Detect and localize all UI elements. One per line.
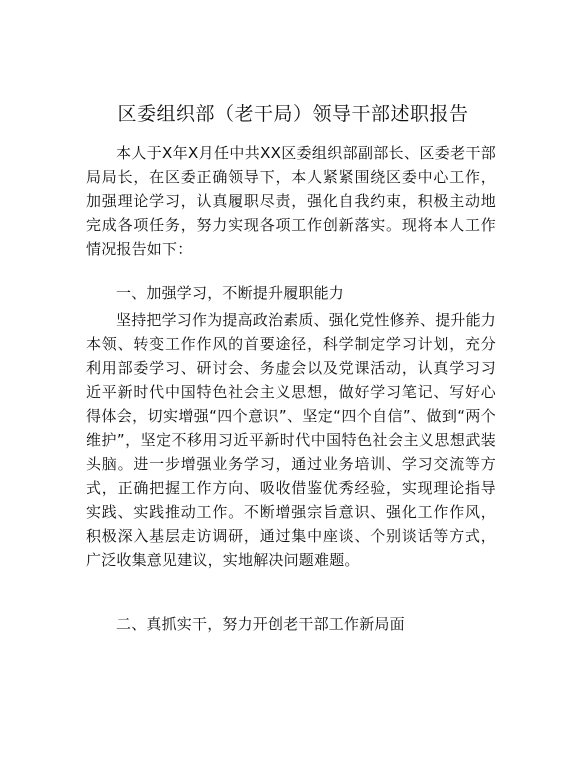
intro-paragraph: 本人于X年X月任中共XX区委组织部副部长、区委老干部局局长，在区委正确领导下，本人紧紧围绕区委中心工作，加强理论学习，认真履职尽责，强化自我约束，积极主动地完成各项任务，努力实现各项工作创新落实。现将本人工作情况报告如下： xyxy=(86,144,496,258)
document-title: 区委组织部（老干局）领导干部述职报告 xyxy=(117,103,469,125)
section-2-heading: 二、真抓实干，努力开创老干部工作新局面 xyxy=(116,615,405,633)
section-1-heading: 一、加强学习，不断提升履职能力 xyxy=(116,284,345,302)
section-1-paragraph: 坚持把学习作为提高政治素质、强化党性修养、提升能力本领、转变工作作风的首要途径，科学制定学习计划，充分利用部委学习、研讨会、务虚会以及党课活动，认真学习习近平新时代中国特色社会主义思想，做好学习笔记、写好心得体会，切实增强“四个意识”、坚定“四个自信”、做到“两个维护”，坚定不移用习近平新时代中国特色社会主义思想武装头脑。进一步增强业务学习，通过业务培训、学习交流等方式，正确把握工作方向、吸收借鉴优秀经验，实现理论指导实践、实践推动工作。不断增强宗旨意识、强化工作作风，积极深入基层走访调研，通过集中座谈、个别谈话等方式，广泛收集意见建议，实地解决问题难题。 xyxy=(86,311,497,569)
